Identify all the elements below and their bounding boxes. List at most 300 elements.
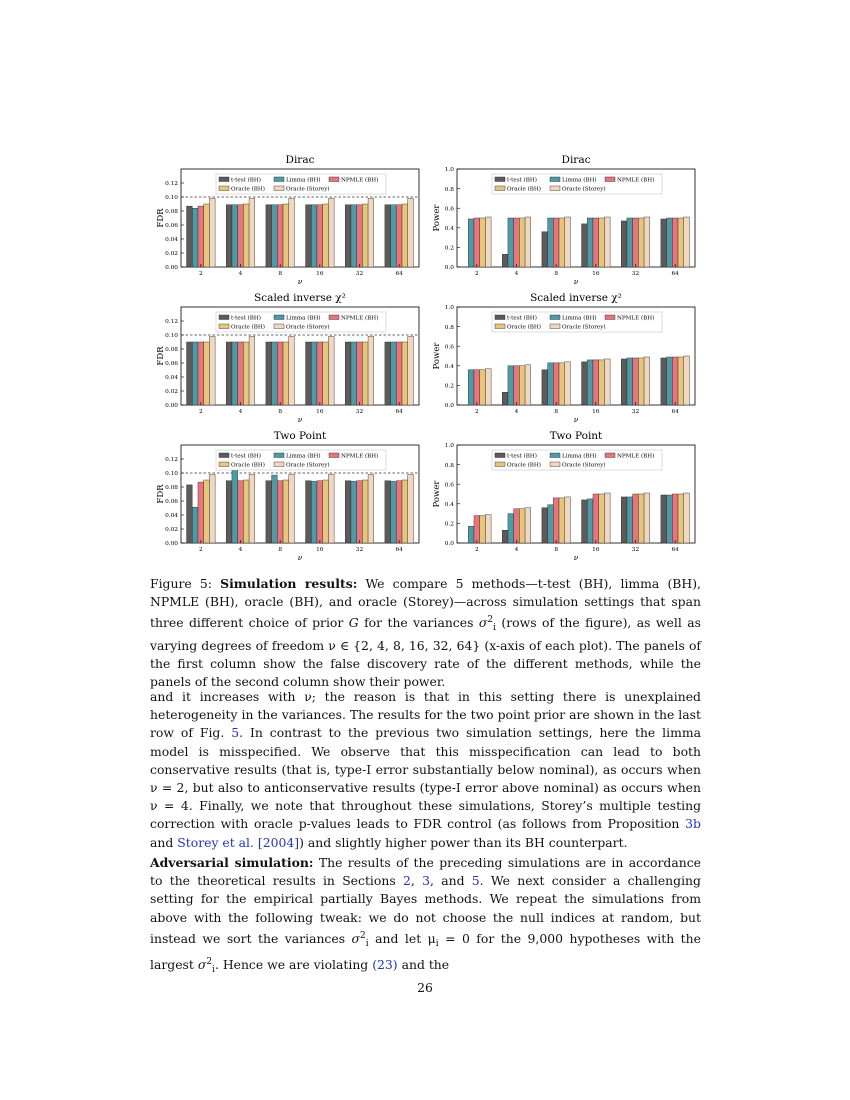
- caption-text: We compare 5 methods—t-test (BH), limma (BH), NPMLE (BH), oracle (BH), and oracle (Storey)—across simulation settings that span three different choice of prior: [150, 576, 701, 630]
- bar: [559, 363, 565, 405]
- bar: [277, 481, 283, 543]
- legend-label: Limma (BH): [286, 315, 321, 322]
- bar: [474, 218, 480, 267]
- bar: [391, 342, 397, 405]
- bar: [272, 475, 278, 543]
- legend-swatch: [550, 315, 560, 320]
- legend-swatch: [219, 453, 229, 458]
- chart-panel-2: [432, 154, 695, 286]
- paragraph-text: . In contrast to the previous two simulation settings, here the limma model is misspecified. We observe that this misspecification can lead to both conservative results (that is, type-I error substantially below nominal), as occurs when ν = 2, but also to anticonservative results (type-I error above nominal) as occurs when ν = 4. Finally, we note that throughout these simulations, Storey’s multiple testing correction with oracle p-values leads to FDR control (as follows from Proposition: [150, 725, 701, 832]
- bar: [621, 359, 627, 405]
- legend-swatch: [550, 186, 560, 191]
- bar: [357, 481, 363, 543]
- bar: [667, 495, 673, 543]
- y-tick-label: 0.08: [165, 347, 178, 354]
- legend-label: Oracle (Storey): [286, 324, 330, 331]
- legend-label: NPMLE (BH): [617, 177, 655, 184]
- bar: [192, 507, 198, 543]
- x-tick-label: 4: [514, 547, 519, 553]
- proposition-ref-link[interactable]: 3b: [685, 816, 701, 832]
- legend-label: Oracle (Storey): [286, 462, 330, 469]
- bar: [198, 342, 204, 405]
- bar: [468, 370, 474, 405]
- y-tick-label: 0.06: [165, 223, 178, 230]
- bar: [627, 358, 633, 405]
- bar: [187, 485, 193, 543]
- caption-text: (rows of the figure), as well as varying degrees of freedom: [150, 615, 701, 653]
- y-tick-label: 0.2: [444, 521, 454, 528]
- citation-link[interactable]: Storey et al. [2004]: [177, 834, 300, 850]
- x-tick-label: 8: [278, 271, 283, 277]
- bar: [684, 356, 690, 405]
- legend-label: Oracle (BH): [507, 324, 541, 331]
- bar: [661, 495, 667, 543]
- bar: [582, 224, 588, 267]
- bar: [385, 205, 391, 267]
- bar: [514, 366, 520, 405]
- bar: [514, 218, 520, 267]
- bar: [553, 218, 559, 267]
- y-tick-label: 0.12: [165, 457, 178, 464]
- bar: [351, 481, 357, 543]
- x-tick-label: 16: [592, 409, 600, 415]
- paragraph-text: and let μ: [375, 930, 436, 946]
- legend-label: Oracle (BH): [507, 462, 541, 469]
- bar: [468, 219, 474, 267]
- legend-swatch: [274, 462, 284, 467]
- x-tick-label: 2: [198, 409, 203, 415]
- legend-swatch: [274, 315, 284, 320]
- bar: [272, 205, 278, 267]
- x-axis-label: ν: [573, 277, 579, 286]
- bar: [485, 369, 491, 405]
- section-ref-link[interactable]: 3: [422, 873, 430, 889]
- paragraph-text: . We next consider a challenging setting for the empirical partially Bayes methods. We repeat the simulations from above with the following tweak: we do not choose the null indices at random, but instead we sort the variances: [150, 873, 701, 946]
- bar: [204, 342, 210, 405]
- x-tick-label: 8: [278, 547, 283, 553]
- y-tick-label: 0.04: [165, 513, 178, 520]
- bar: [306, 205, 312, 267]
- chart-title: Two Point: [549, 430, 603, 442]
- legend-swatch: [329, 315, 339, 320]
- y-axis-label: Power: [432, 204, 442, 232]
- paragraph-text: and it increases with ν; the reason is that in this setting there is unexplained heterogeneity in the variances. The results for the two point prior are shown in the last row of Fig.: [150, 689, 701, 741]
- bar: [599, 494, 605, 543]
- bar: [328, 336, 334, 405]
- x-tick-label: 2: [474, 409, 479, 415]
- bar: [283, 204, 289, 267]
- x-axis-label: ν: [297, 415, 303, 424]
- bar: [289, 198, 295, 267]
- bar: [519, 218, 525, 267]
- y-tick-label: 0.02: [165, 251, 178, 258]
- bar: [587, 499, 593, 543]
- bar: [402, 342, 408, 405]
- x-tick-label: 16: [316, 271, 324, 277]
- caption-symbol: G: [348, 615, 359, 630]
- legend-swatch: [605, 177, 615, 182]
- bar: [548, 218, 554, 267]
- bar: [599, 218, 605, 267]
- legend-label: Oracle (Storey): [562, 462, 606, 469]
- bar: [226, 205, 232, 267]
- bar: [209, 474, 215, 543]
- y-tick-label: 0.8: [444, 186, 454, 193]
- y-tick-label: 0.8: [444, 462, 454, 469]
- bar: [508, 366, 514, 405]
- x-tick-label: 32: [355, 547, 364, 553]
- bar: [638, 358, 644, 405]
- bar: [238, 205, 244, 267]
- bar: [502, 392, 508, 405]
- legend-swatch: [274, 324, 284, 329]
- figure-ref-link[interactable]: 5: [231, 725, 240, 741]
- legend-swatch: [495, 186, 505, 191]
- chart-title: Scaled inverse χ²: [530, 292, 622, 304]
- bar: [283, 480, 289, 543]
- legend-swatch: [605, 315, 615, 320]
- bar: [328, 198, 334, 267]
- x-tick-label: 4: [238, 547, 243, 553]
- y-tick-label: 0.0: [444, 541, 454, 548]
- bar: [553, 363, 559, 405]
- caption-text: for the variances: [364, 615, 474, 630]
- bar: [249, 336, 255, 405]
- bar: [204, 204, 210, 267]
- bar: [345, 342, 351, 405]
- x-tick-label: 64: [671, 547, 679, 553]
- legend-swatch: [495, 315, 505, 320]
- y-tick-label: 0.0: [444, 265, 454, 272]
- y-tick-label: 0.00: [165, 403, 178, 410]
- section-ref-link[interactable]: 5: [471, 873, 480, 889]
- legend-swatch: [495, 324, 505, 329]
- bar: [565, 217, 571, 267]
- bar: [396, 481, 402, 543]
- paragraph-text: = 0 for the 9,000 hypotheses with the largest: [150, 930, 701, 973]
- bar: [593, 218, 599, 267]
- bar: [678, 357, 684, 405]
- bar: [525, 217, 531, 267]
- x-tick-label: 64: [395, 547, 403, 553]
- bar: [667, 218, 673, 267]
- y-tick-label: 0.04: [165, 375, 178, 382]
- bar: [502, 530, 508, 543]
- bar: [396, 342, 402, 405]
- x-tick-label: 64: [671, 409, 679, 415]
- bar: [633, 358, 639, 405]
- x-tick-label: 8: [554, 547, 559, 553]
- y-tick-label: 0.12: [165, 319, 178, 326]
- bar: [485, 217, 491, 267]
- bar: [485, 515, 491, 543]
- bar: [661, 358, 667, 405]
- bar: [627, 218, 633, 267]
- paragraph-text: ) and slightly higher power than its BH counterpart.: [299, 834, 628, 850]
- x-tick-label: 64: [671, 271, 679, 277]
- bar: [266, 205, 272, 267]
- bar: [627, 497, 633, 543]
- chart-title: Dirac: [561, 154, 591, 166]
- bar: [249, 474, 255, 543]
- legend-swatch: [329, 177, 339, 182]
- x-tick-label: 8: [554, 409, 559, 415]
- bar: [243, 480, 249, 543]
- y-tick-label: 0.12: [165, 181, 178, 188]
- chart-panel-4: [432, 292, 695, 424]
- bar: [243, 342, 249, 405]
- legend-swatch: [550, 462, 560, 467]
- bar: [514, 509, 520, 543]
- bar: [519, 509, 525, 543]
- bar: [311, 342, 317, 405]
- y-tick-label: 0.2: [444, 383, 454, 390]
- x-tick-label: 8: [278, 409, 283, 415]
- bar: [351, 342, 357, 405]
- y-axis-label: Power: [432, 480, 442, 508]
- paragraph-text: The results of the preceding simulations are in accordance to the theoretical results in Sections: [150, 855, 701, 889]
- bar: [317, 205, 323, 267]
- legend-swatch: [274, 177, 284, 182]
- bar: [480, 370, 486, 405]
- bar: [684, 217, 690, 267]
- bar: [323, 204, 329, 267]
- paragraph-heading: Adversarial simulation:: [150, 855, 314, 870]
- legend-swatch: [219, 462, 229, 467]
- x-tick-label: 16: [316, 547, 324, 553]
- bar: [198, 206, 204, 267]
- chart-title: Scaled inverse χ²: [254, 292, 346, 304]
- bar: [408, 336, 414, 405]
- bar: [357, 342, 363, 405]
- bar: [311, 481, 317, 543]
- y-tick-label: 0.2: [444, 245, 454, 252]
- chart-panel-3: [156, 292, 419, 424]
- bar: [480, 516, 486, 543]
- y-tick-label: 1.0: [444, 443, 454, 450]
- bar: [289, 474, 295, 543]
- bar: [474, 370, 480, 405]
- legend-label: Oracle (Storey): [562, 186, 606, 193]
- bar: [633, 494, 639, 543]
- legend-label: t-test (BH): [507, 315, 537, 322]
- legend-label: Limma (BH): [562, 315, 597, 322]
- y-tick-label: 0.06: [165, 361, 178, 368]
- bar: [277, 205, 283, 267]
- bar: [661, 219, 667, 267]
- bar: [621, 221, 627, 267]
- bar: [306, 342, 312, 405]
- bar: [525, 508, 531, 543]
- y-tick-label: 0.6: [444, 206, 454, 213]
- bar: [187, 206, 193, 267]
- bar: [672, 218, 678, 267]
- x-tick-label: 16: [592, 547, 600, 553]
- legend-label: Limma (BH): [286, 453, 321, 460]
- bar: [232, 462, 238, 543]
- bar: [198, 482, 204, 543]
- legend-swatch: [495, 453, 505, 458]
- bar: [277, 342, 283, 405]
- bar: [311, 205, 317, 267]
- y-tick-label: 1.0: [444, 305, 454, 312]
- bar: [633, 218, 639, 267]
- y-tick-label: 0.10: [165, 471, 178, 478]
- bar: [508, 514, 514, 543]
- bar: [684, 493, 690, 543]
- paragraph-text: and: [150, 834, 174, 850]
- x-tick-label: 32: [631, 271, 640, 277]
- y-tick-label: 0.0: [444, 403, 454, 410]
- legend-swatch: [219, 324, 229, 329]
- bar: [289, 336, 295, 405]
- y-tick-label: 0.4: [444, 226, 454, 232]
- legend-label: Oracle (BH): [231, 324, 265, 331]
- x-axis-label: ν: [573, 553, 579, 562]
- bar: [593, 494, 599, 543]
- bar: [209, 198, 215, 267]
- y-tick-label: 0.4: [444, 502, 454, 508]
- figure-caption: Figure 5: Simulation results: We compare 5 methods—t-test (BH), limma (BH), NPMLE (BH), oracle (BH), and oracle (Storey)—across simulation settings that span three different choice of prior G for the variances $\sigma^2_i$ (rows of the figure), as well as varying degrees of freedom ν ∈ {2, 4, 8, 16, 32, 64} (x-axis of each plot). The panels of the first column show the false discovery rate of the different methods, while the panels of the second column show their power.: [150, 576, 701, 689]
- bar: [542, 508, 548, 543]
- bar: [408, 474, 414, 543]
- bar: [317, 342, 323, 405]
- bar: [542, 232, 548, 267]
- bar: [283, 342, 289, 405]
- x-tick-label: 32: [355, 409, 364, 415]
- x-tick-label: 8: [554, 271, 559, 277]
- legend-swatch: [274, 453, 284, 458]
- x-tick-label: 64: [395, 271, 403, 277]
- legend-swatch: [219, 177, 229, 182]
- y-tick-label: 0.08: [165, 209, 178, 216]
- y-tick-label: 0.6: [444, 344, 454, 351]
- bar: [368, 474, 374, 543]
- bar: [192, 208, 198, 267]
- legend-swatch: [605, 453, 615, 458]
- legend-label: NPMLE (BH): [341, 453, 379, 460]
- bar: [553, 498, 559, 543]
- y-tick-label: 1.0: [444, 167, 454, 174]
- caption-text: (x-axis of each plot). The panels of the first column show the false discovery rate of the different methods, while the panels of the second column show their power.: [150, 638, 701, 689]
- bar: [565, 497, 571, 543]
- chart-panel-6: [432, 430, 695, 562]
- bar: [678, 494, 684, 543]
- bar: [582, 500, 588, 543]
- caption-heading: Simulation results:: [220, 576, 358, 591]
- chart-panel-5: [156, 430, 419, 562]
- legend-swatch: [495, 462, 505, 467]
- legend-label: Oracle (Storey): [562, 324, 606, 331]
- legend-swatch: [550, 177, 560, 182]
- x-tick-label: 2: [474, 271, 479, 277]
- y-tick-label: 0.02: [165, 389, 178, 396]
- bar: [667, 357, 673, 405]
- legend-swatch: [495, 177, 505, 182]
- bar: [204, 480, 210, 543]
- y-tick-label: 0.02: [165, 527, 178, 534]
- bar: [306, 481, 312, 543]
- y-tick-label: 0.08: [165, 485, 178, 492]
- bar: [519, 366, 525, 405]
- legend-label: Limma (BH): [562, 453, 597, 460]
- x-tick-label: 4: [238, 409, 243, 415]
- body-paragraph: Adversarial simulation: The results of the preceding simulations are in accordance to the theoretical results in Sections 2, 3, and 5. We next consider a challenging setting for the empirical partially Bayes methods. We repeat the simulations from above with the following tweak: we do not choose the null indices at random, but instead we sort the variances $\sigma^2_i$ and let $\mu_i = 0$ for the 9,000 hypotheses with the largest $\sigma^2_i$. Hence we are violating (23) and the: [150, 855, 701, 976]
- bar: [391, 481, 397, 543]
- bar: [396, 205, 402, 267]
- legend-swatch: [550, 324, 560, 329]
- bar: [345, 205, 351, 267]
- y-tick-label: 0.00: [165, 265, 178, 272]
- bar: [368, 198, 374, 267]
- bar: [672, 357, 678, 405]
- y-tick-label: 0.8: [444, 324, 454, 331]
- x-axis-label: ν: [297, 553, 303, 562]
- bar: [232, 205, 238, 267]
- bar: [351, 205, 357, 267]
- chart-title: Dirac: [285, 154, 315, 166]
- bar: [672, 494, 678, 543]
- bar: [249, 198, 255, 267]
- bar: [644, 217, 650, 267]
- bar: [209, 336, 215, 405]
- y-tick-label: 0.4: [444, 364, 454, 370]
- bar: [226, 481, 232, 543]
- bar: [542, 370, 548, 405]
- bar: [232, 342, 238, 405]
- y-tick-label: 0.06: [165, 499, 178, 506]
- legend-swatch: [329, 453, 339, 458]
- y-axis-label: FDR: [156, 208, 166, 228]
- legend-label: NPMLE (BH): [617, 315, 655, 322]
- legend-label: Limma (BH): [286, 177, 321, 184]
- bar: [402, 204, 408, 267]
- legend-label: Oracle (BH): [507, 186, 541, 193]
- bar: [362, 342, 368, 405]
- bar: [525, 365, 531, 405]
- bar: [226, 342, 232, 405]
- bar: [187, 342, 193, 405]
- bar: [474, 516, 480, 543]
- y-tick-label: 0.00: [165, 541, 178, 548]
- body-paragraph: [150, 688, 701, 852]
- bar: [480, 218, 486, 267]
- legend-label: t-test (BH): [507, 453, 537, 460]
- x-tick-label: 2: [198, 271, 203, 277]
- x-tick-label: 16: [316, 409, 324, 415]
- legend-label: Oracle (BH): [231, 186, 265, 193]
- bar: [604, 493, 610, 543]
- bar: [323, 480, 329, 543]
- legend-label: NPMLE (BH): [341, 177, 379, 184]
- x-tick-label: 32: [631, 409, 640, 415]
- bar: [328, 474, 334, 543]
- x-tick-label: 16: [592, 271, 600, 277]
- y-tick-label: 0.10: [165, 333, 178, 340]
- y-tick-label: 0.10: [165, 195, 178, 202]
- paragraph-text: . Hence we are violating: [214, 957, 369, 973]
- equation-ref-link[interactable]: (23): [372, 957, 398, 973]
- y-axis-label: FDR: [156, 346, 166, 366]
- caption-symbol: σ: [478, 615, 488, 630]
- bar: [238, 481, 244, 543]
- section-ref-link[interactable]: 2: [402, 873, 411, 889]
- bar: [644, 357, 650, 405]
- bar: [238, 342, 244, 405]
- legend-swatch: [274, 186, 284, 191]
- legend-swatch: [219, 315, 229, 320]
- bar: [266, 342, 272, 405]
